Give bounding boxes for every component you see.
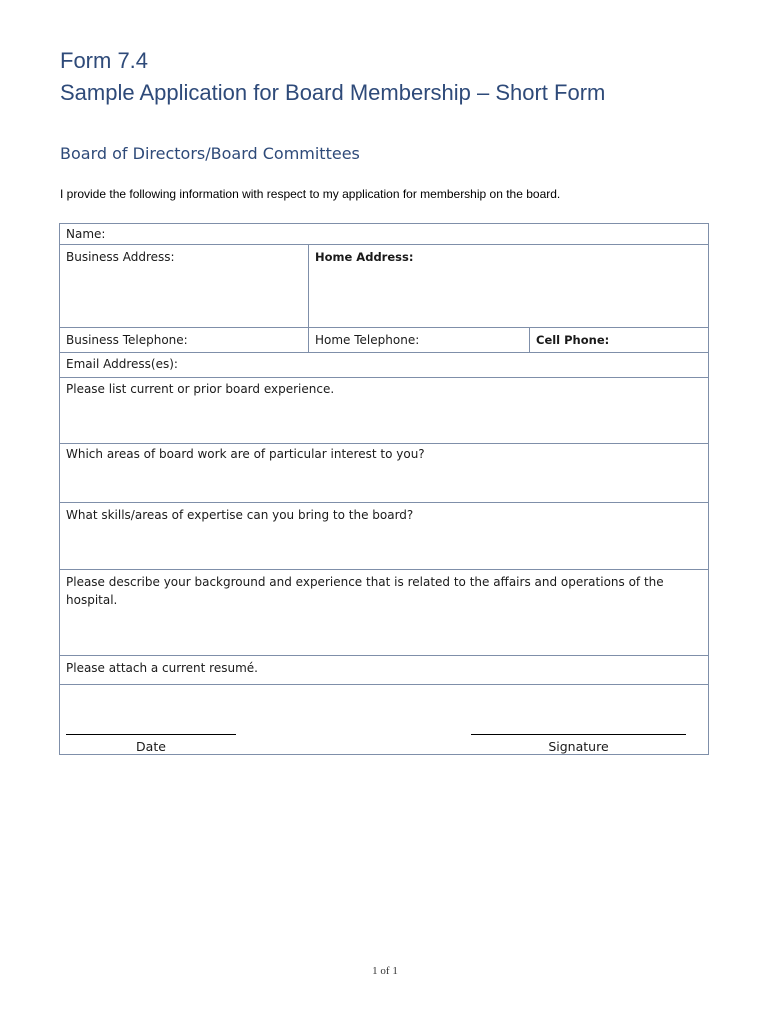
- resume-row: [60, 656, 708, 685]
- intro-text: I provide the following information with respect to my application for membership on the board.: [60, 187, 561, 201]
- application-form-table: [59, 223, 709, 755]
- background-label: Please describe your background and experience that is related to the affairs and operations of the hospital.: [66, 575, 664, 607]
- background-row: [60, 570, 708, 656]
- email-label: Email Address(es):: [66, 357, 178, 371]
- date-label: Date: [136, 739, 166, 754]
- telephone-row: [60, 328, 708, 353]
- areas-of-interest-row: [60, 444, 708, 503]
- name-field[interactable]: [60, 224, 708, 244]
- business-telephone-label: Business Telephone:: [66, 333, 188, 347]
- cell-phone-label: Cell Phone:: [536, 333, 610, 347]
- board-experience-row: [60, 378, 708, 444]
- form-number: Form 7.4: [60, 48, 149, 73]
- areas-of-interest-label: Which areas of board work are of particular interest to you?: [66, 447, 425, 461]
- address-row: [60, 245, 708, 328]
- home-telephone-label: Home Telephone:: [315, 333, 420, 347]
- name-row: [60, 224, 708, 245]
- email-field[interactable]: [60, 353, 708, 377]
- areas-of-interest-field[interactable]: [60, 444, 708, 502]
- section-heading: Board of Directors/Board Committees: [60, 144, 360, 163]
- cell-phone-field[interactable]: [530, 328, 708, 352]
- background-field[interactable]: [60, 570, 708, 655]
- board-experience-label: Please list current or prior board experience.: [66, 382, 335, 396]
- date-line[interactable]: [66, 734, 236, 735]
- skills-label: What skills/areas of expertise can you bring to the board?: [66, 508, 414, 522]
- signature-block: [60, 685, 708, 754]
- resume-label: Please attach a current resumé.: [66, 661, 258, 675]
- resume-field[interactable]: [60, 656, 708, 684]
- home-telephone-field[interactable]: [309, 328, 530, 352]
- board-experience-field[interactable]: [60, 378, 708, 443]
- business-address-label: Business Address:: [66, 250, 175, 264]
- signature-label: Signature: [548, 739, 609, 754]
- page-number: 1 of 1: [372, 965, 398, 977]
- skills-row: [60, 503, 708, 570]
- home-address-field[interactable]: [309, 245, 708, 327]
- home-address-label: Home Address:: [315, 250, 414, 264]
- name-label: Name:: [66, 227, 106, 241]
- business-address-field[interactable]: [60, 245, 309, 327]
- form-title: Sample Application for Board Membership – Short Form: [60, 80, 606, 105]
- skills-field[interactable]: [60, 503, 708, 569]
- business-telephone-field[interactable]: [60, 328, 309, 352]
- email-row: [60, 353, 708, 378]
- signature-line[interactable]: [471, 734, 686, 735]
